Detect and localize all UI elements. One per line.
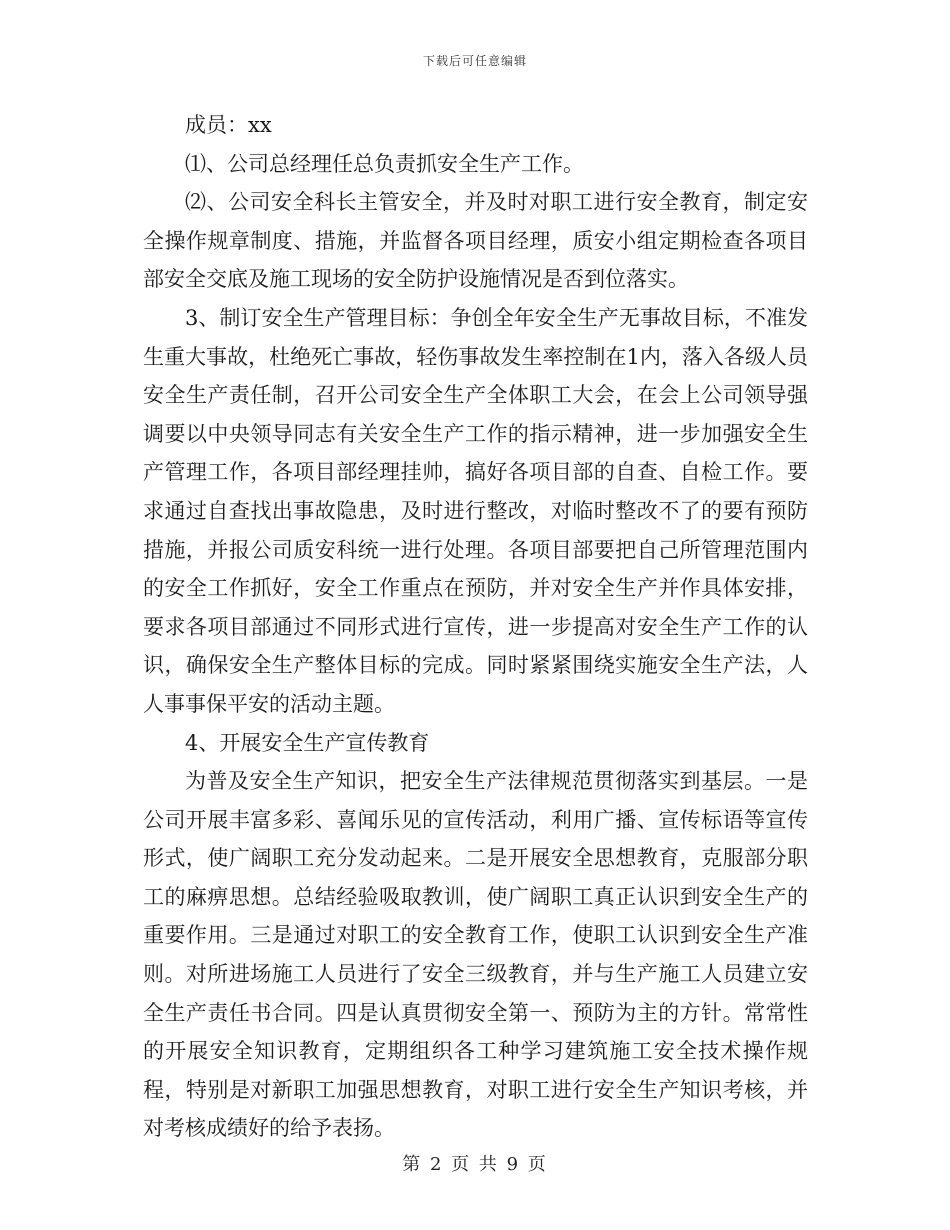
page-header: 下载后可任意编辑 (422, 54, 527, 68)
section-heading-4: 4、开展安全生产宣传教育 (185, 730, 430, 755)
paragraph-item-3: 3、制订安全生产管理目标：争创全年安全生产无事故目标，不准发生重大事故，杜绝死亡事故，轻伤事故发生率控制在1内，落入各级人员安全生产责任制，召开公司安全生产全体职工大会，在会上公司领导强调要以中央领导同志有关安全生产工作的指示精神，进一步加强安全生产管理工作，各项目部经理挂帅，搞好各项目部的自查、自检工作。要求通过自查找出事故隐患，及时进行整改，对临时整改不了的要有预防措施，并报公司质安科统一进行处理。各项目部要把自己所管理范围内的安全工作抓好，安全工作重点在预防，并对安全生产并作具体安排，要求各项目部通过不同形式进行宣传，进一步提高对安全生产工作的认识，确保安全生产整体目标的完成。同时紧紧围绕实施安全生产法，人人事事保平安的活动主题。 (143, 305, 808, 716)
page-number: 第 2 页 共 9 页 (402, 1154, 548, 1175)
paragraph-education: 为普及安全生产知识，把安全生产法律规范贯彻落实到基层。一是公司开展丰富多彩、喜闻乐见的宣传活动，利用广播、宣传标语等宣传形式，使广阔职工充分发动起来。二是开展安全思想教育，克服部分职工的麻痹思想。总结经验吸取教训，使广阔职工真正认识到安全生产的重要作用。三是通过对职工的安全教育工作，使职工认识到安全生产准则。对所进场施工人员进行了安全三级教育，并与生产施工人员建立安全生产责任书合同。四是认真贯彻安全第一、预防为主的方针。常常性的开展安全知识教育，定期组织各工种学习建筑施工安全技术操作规程，特别是对新职工加强思想教育，对职工进行安全生产知识考核，并对考核成绩好的给予表扬。 (143, 769, 808, 1141)
paragraph-item-1: ⑴、公司总经理任总负责抓安全生产工作。 (185, 151, 584, 176)
document-body (143, 106, 808, 1148)
paragraph-item-2: ⑵、公司安全科长主管安全，并及时对职工进行安全教育，制定安全操作规章制度、措施，并监督各项目经理，质安小组定期检查各项目部安全交底及施工现场的安全防护设施情况是否到位落实。 (143, 190, 808, 292)
paragraph-members: 成员：xx (185, 113, 272, 137)
